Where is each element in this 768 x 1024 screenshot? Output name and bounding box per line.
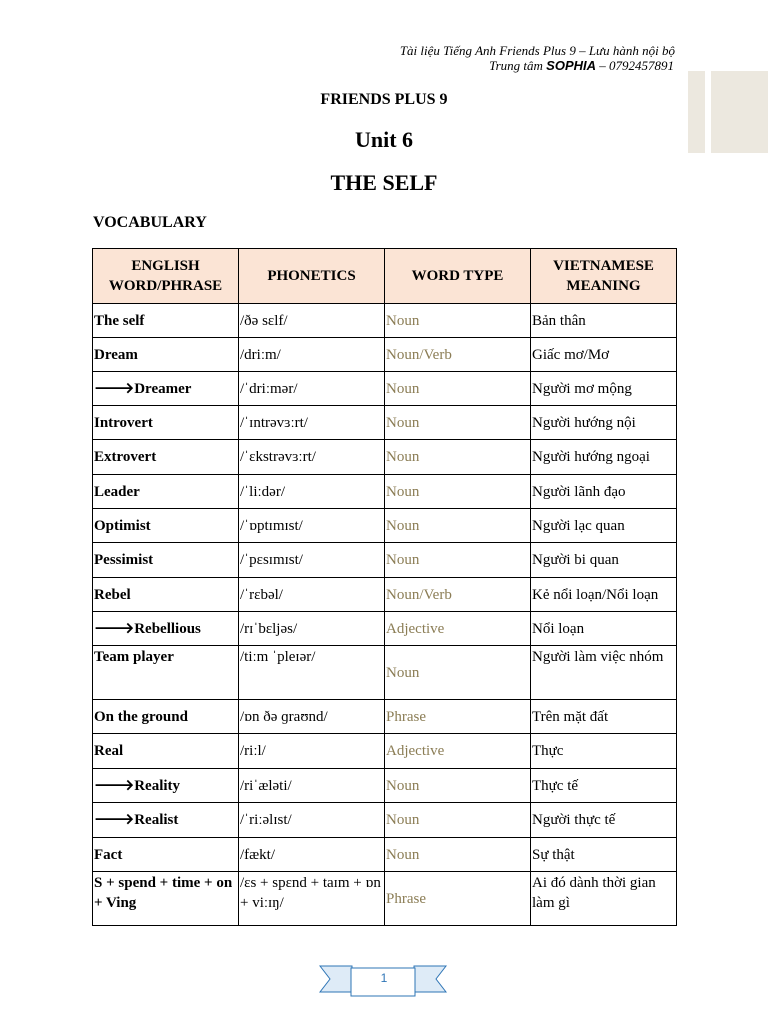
word-type-cell: Noun/Verb	[385, 338, 531, 372]
phonetic-cell: /ˈɪntrəvɜːrt/	[239, 406, 385, 440]
meaning-cell: Giấc mơ/Mơ	[531, 338, 677, 372]
table-row	[93, 509, 677, 543]
phonetic-cell: /ˈrɛbəl/	[239, 578, 385, 612]
word-type-cell: Noun	[385, 509, 531, 543]
word-cell: Fact	[93, 838, 239, 872]
header-brand: SOPHIA	[546, 58, 596, 73]
topic-title: THE SELF	[330, 170, 438, 195]
phonetic-cell: /riˈæləti/	[239, 769, 385, 803]
meaning-cell: Nổi loạn	[531, 612, 677, 646]
meaning-cell: Người bi quan	[531, 543, 677, 578]
meaning-cell: Người làm việc nhóm	[531, 646, 677, 700]
meaning-cell: Ai đó dành thời gian làm gì	[531, 872, 677, 926]
phonetic-cell: /ðə sɛlf/	[239, 304, 385, 338]
word-type-cell: Adjective	[385, 612, 531, 646]
word-cell: Introvert	[93, 406, 239, 440]
meaning-cell: Thực tế	[531, 769, 677, 803]
word-type-cell: Noun	[385, 372, 531, 406]
meaning-cell: Bản thân	[531, 304, 677, 338]
phonetic-cell: /riːl/	[239, 734, 385, 769]
meaning-cell: Trên mặt đất	[531, 700, 677, 734]
word-cell: Rebel	[93, 578, 239, 612]
phonetic-cell: /ɛs + spɛnd + taɪm + ɒn + viːɪŋ/	[239, 872, 385, 926]
word-type-cell: Adjective	[385, 734, 531, 769]
table-row	[93, 304, 677, 338]
phonetic-cell: /ɒn ðə ɡraʊnd/	[239, 700, 385, 734]
meaning-cell: Người hướng ngoại	[531, 440, 677, 475]
word-cell: Extrovert	[93, 440, 239, 475]
word-type-cell: Noun	[385, 304, 531, 338]
header-center-prefix: Trung tâm	[489, 58, 547, 73]
section-label: VOCABULARY	[93, 214, 207, 231]
word-type-cell: Noun	[385, 838, 531, 872]
word-cell: Dream	[93, 338, 239, 372]
phonetic-cell: /tiːm ˈpleɪər/	[239, 646, 385, 700]
table-row	[93, 700, 677, 734]
phonetic-cell: /ˈliːdər/	[239, 475, 385, 509]
word-type-cell: Phrase	[385, 700, 531, 734]
word-type-cell: Noun	[385, 475, 531, 509]
header-phone: – 0792457891	[596, 58, 674, 73]
phonetic-cell: /rɪˈbɛljəs/	[239, 612, 385, 646]
phonetic-cell: /ˈpɛsɪmɪst/	[239, 543, 385, 578]
word-cell: Real	[93, 734, 239, 769]
word-type-cell: Noun	[385, 646, 531, 700]
column-header-word: ENGLISH WORD/PHRASE	[93, 249, 239, 304]
word-cell: Leader	[93, 475, 239, 509]
phonetic-cell: /ˈdriːmər/	[239, 372, 385, 406]
table-row	[93, 543, 677, 578]
meaning-cell: Người mơ mộng	[531, 372, 677, 406]
book-title: FRIENDS PLUS 9	[320, 91, 448, 108]
table-row	[93, 769, 677, 803]
word-cell: 🡒Reality	[93, 769, 239, 803]
word-cell: 🡒Dreamer	[93, 372, 239, 406]
word-type-cell: Noun	[385, 543, 531, 578]
ribbon-right-tail	[414, 966, 446, 992]
meaning-cell: Sự thật	[531, 838, 677, 872]
table-row	[93, 872, 677, 926]
word-cell: The self	[93, 304, 239, 338]
phonetic-cell: /ˈriːəlɪst/	[239, 803, 385, 838]
table-row	[93, 406, 677, 440]
phonetic-cell: /fækt/	[239, 838, 385, 872]
word-cell: Pessimist	[93, 543, 239, 578]
ribbon-left-tail	[320, 966, 352, 992]
table-row	[93, 646, 677, 700]
table-row	[93, 734, 677, 769]
word-cell: On the ground	[93, 700, 239, 734]
meaning-cell: Kẻ nổi loạn/Nổi loạn	[531, 578, 677, 612]
meaning-cell: Người hướng nội	[531, 406, 677, 440]
word-type-cell: Noun	[385, 803, 531, 838]
header-center-info	[489, 58, 674, 74]
column-header-phonetics: PHONETICS	[239, 249, 385, 304]
phonetic-cell: /driːm/	[239, 338, 385, 372]
column-header-meaning: VIETNAMESE MEANING	[531, 249, 677, 304]
table-row	[93, 612, 677, 646]
meaning-cell: Người lạc quan	[531, 509, 677, 543]
table-row	[93, 440, 677, 475]
table-row	[93, 803, 677, 838]
word-type-cell: Phrase	[385, 872, 531, 926]
phonetic-cell: /ˈɛkstrəvɜːrt/	[239, 440, 385, 475]
meaning-cell: Thực	[531, 734, 677, 769]
column-header-word-type: WORD TYPE	[385, 249, 531, 304]
vocabulary-table	[92, 248, 677, 926]
word-cell: S + spend + time + on + Ving	[93, 872, 239, 926]
meaning-cell: Người lãnh đạo	[531, 475, 677, 509]
word-type-cell: Noun	[385, 406, 531, 440]
table-row	[93, 475, 677, 509]
word-cell: 🡒Realist	[93, 803, 239, 838]
word-cell: Optimist	[93, 509, 239, 543]
word-cell: 🡒Rebellious	[93, 612, 239, 646]
header-doc-info: Tài liệu Tiếng Anh Friends Plus 9 – Lưu hành nội bộ	[399, 43, 675, 58]
word-type-cell: Noun	[385, 769, 531, 803]
table-row	[93, 338, 677, 372]
table-header-row	[93, 249, 677, 304]
word-type-cell: Noun	[385, 440, 531, 475]
table-body	[93, 304, 677, 926]
word-type-cell: Noun/Verb	[385, 578, 531, 612]
page-number: 1	[380, 971, 388, 985]
table-row	[93, 372, 677, 406]
meaning-cell: Người thực tế	[531, 803, 677, 838]
phonetic-cell: /ˈɒptɪmɪst/	[239, 509, 385, 543]
table-row	[93, 838, 677, 872]
table-row	[93, 578, 677, 612]
unit-title: Unit 6	[354, 127, 414, 152]
word-cell: Team player	[93, 646, 239, 700]
